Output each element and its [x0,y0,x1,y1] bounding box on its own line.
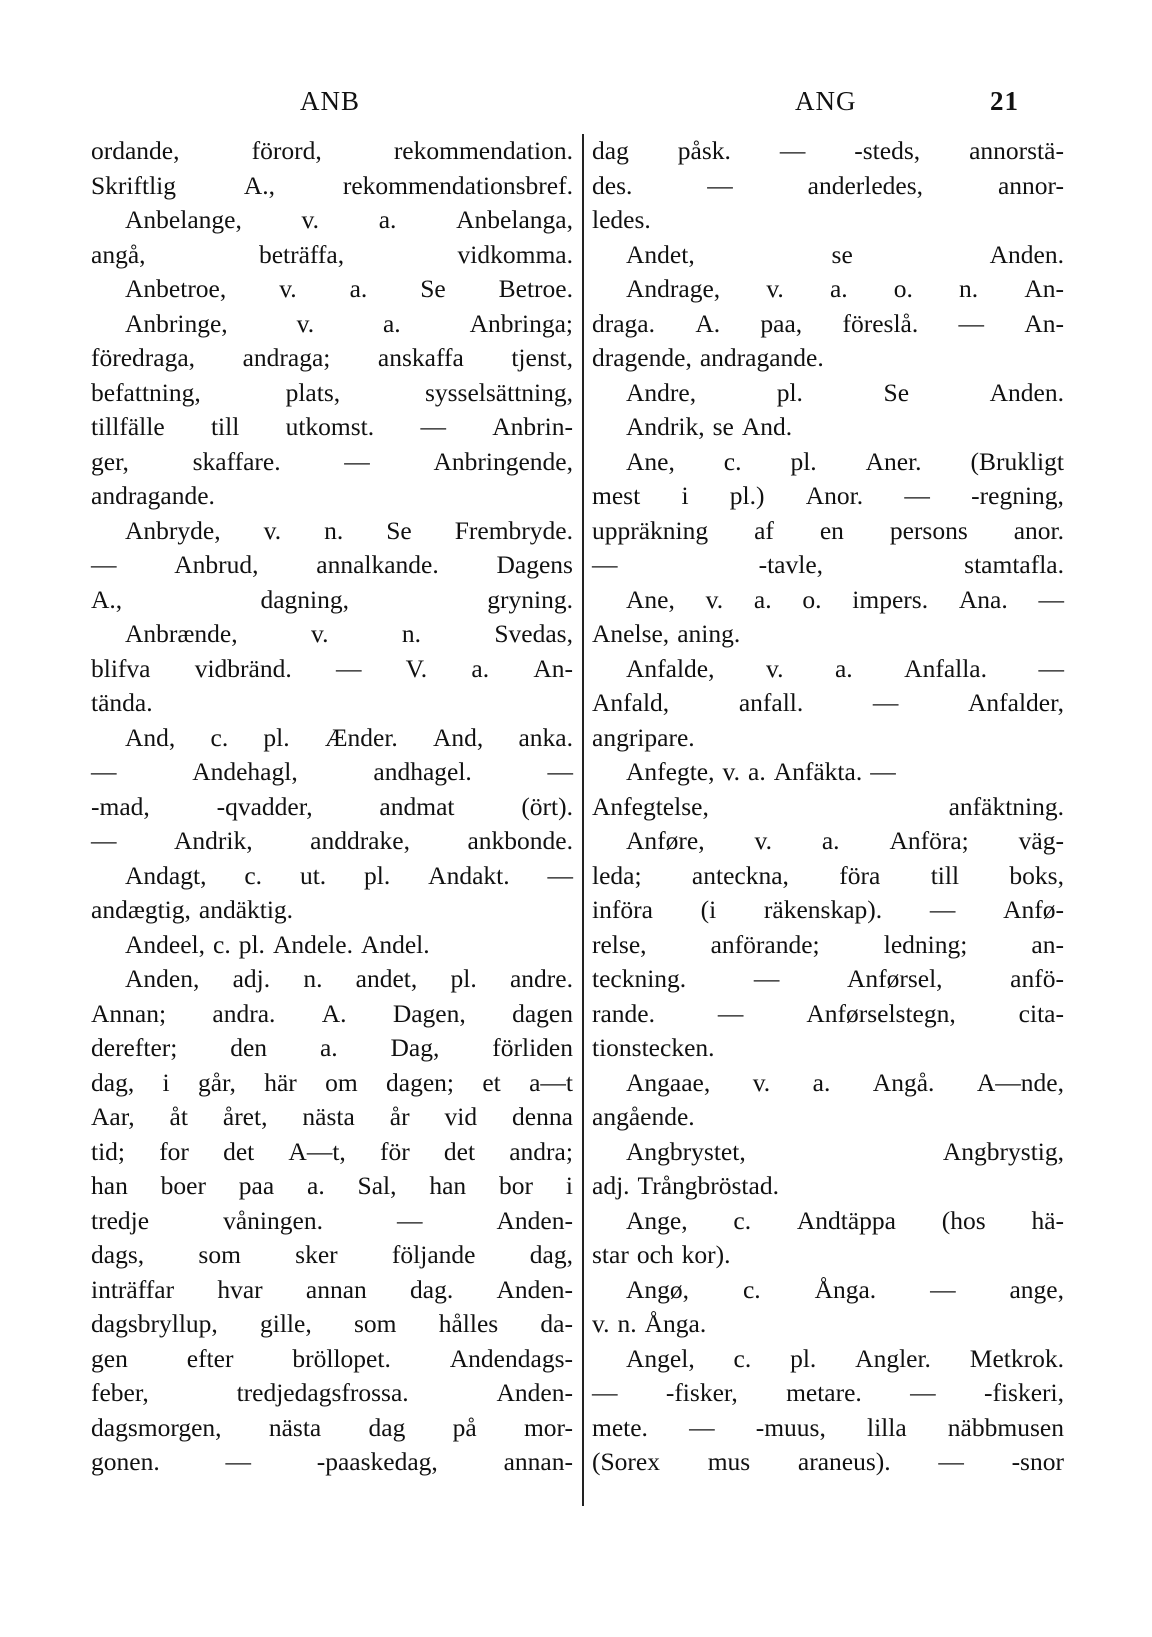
text-line: A., dagning, gryning. [91,584,573,614]
text-line: Andrage, v. a. o. n. An- [626,274,1064,303]
text-line: Skriftlig A., rekommendationsbref. [91,170,573,200]
text-line: Anelse, aning. [592,619,741,648]
text-line: befattning, plats, sysselsättning, [91,377,573,407]
left-column [91,134,573,1480]
text-line: tionstecken. [592,1033,715,1062]
text-line: relse, anförande; ledning; an- [592,929,1064,959]
text-line: (Sorex mus araneus). — -snor [592,1447,1064,1476]
text-line: tredje våningen. — Anden- [91,1205,573,1235]
text-line: feber, tredjedagsfrossa. Anden- [91,1378,573,1407]
text-line: dagsbryllup, gille, som hålles da- [91,1309,573,1338]
text-line: tända. [91,688,153,717]
text-line: Anfegte, v. a. Anfäkta. — [626,757,896,786]
text-line: -mad, -qvadder, andmat (ört). [91,791,573,821]
text-line: Anfald, anfall. — Anfalder, [592,688,1064,717]
text-line: gen efter bröllopet. Andendags- [91,1343,573,1373]
text-line: — -tavle, stamtafla. [592,550,1064,579]
text-line: Anføre, v. a. Anföra; väg- [626,826,1064,855]
text-line: mest i pl.) Anor. — -regning, [592,481,1064,510]
text-line: Angaae, v. a. Angå. A—nde, [626,1067,1064,1097]
text-line: Aar, åt året, nästa år vid denna [91,1102,573,1131]
right-column [592,134,1064,1480]
text-line: Anfalde, v. a. Anfalla. — [626,653,1064,683]
text-line: Angbrystet, Angbrystig, [626,1136,1064,1166]
text-line: angripare. [592,722,695,752]
text-line: Anfegtelse, anfäktning. [592,791,1064,821]
text-line: införa (i räkenskap). — Anfø- [592,895,1064,924]
text-line: han boer paa a. Sal, han bor i [91,1171,573,1200]
text-line: Anbringe, v. a. Anbringa; [125,308,573,338]
text-line: ledes. [592,205,651,234]
text-line: Andrik, se And. [626,412,793,441]
text-line: Andagt, c. ut. pl. Andakt. — [125,860,573,890]
text-line: dagsmorgen, nästa dag på mor- [91,1412,573,1442]
text-line: Andre, pl. Se Anden. [626,377,1064,407]
text-line: dags, som sker följande dag, [91,1240,573,1269]
header-right-guideword: ANG [795,86,857,116]
text-line: — Andehagl, andhagel. — [91,757,573,786]
page-header [0,86,1152,126]
text-line: — Anbrud, annalkande. Dagens [91,550,573,579]
text-line: draga. A. paa, föreslå. — An- [592,308,1064,338]
text-line: Ane, v. a. o. impers. Ana. — [626,584,1064,614]
text-line: And, c. pl. Ænder. And, anka. [125,722,573,752]
text-line: inträffar hvar annan dag. Anden- [91,1274,573,1304]
text-line: ordande, förord, rekommendation. [91,136,573,165]
text-line: Angel, c. pl. Angler. Metkrok. [626,1343,1064,1373]
text-line: Andeel, c. pl. Andele. Andel. [125,929,430,959]
text-line: uppräkning af en persons anor. [592,515,1064,545]
text-line: adj. Trångbröstad. [592,1171,779,1200]
text-line: dragende, andragande. [592,343,824,372]
text-line: angå, beträffa, vidkomma. [91,239,573,269]
text-line: dag påsk. — -steds, annorstä- [592,136,1064,165]
text-line: föredraga, andraga; anskaffa tjenst, [91,343,573,372]
text-line: andægtig, andäktig. [91,895,294,924]
text-line: Anbrænde, v. n. Svedas, [125,619,573,648]
text-line: blifva vidbränd. — V. a. An- [91,653,573,683]
text-line: v. n. Ånga. [592,1309,707,1338]
text-line: teckning. — Anførsel, anfö- [592,964,1064,993]
page-number: 21 [990,86,1019,116]
text-line: gonen. — -paaskedag, annan- [91,1447,573,1476]
text-line: dag, i går, här om dagen; et a—t [91,1067,573,1097]
text-line: ger, skaffare. — Anbringende, [91,446,573,476]
text-line: tid; for det A—t, för det andra; [91,1136,573,1166]
text-line: Andet, se Anden. [626,239,1064,269]
text-line: Ange, c. Andtäppa (hos hä- [626,1205,1064,1235]
text-line: angående. [592,1102,695,1131]
header-left-guideword: ANB [300,86,361,116]
text-line: tillfälle till utkomst. — Anbrin- [91,412,573,441]
text-line: derefter; den a. Dag, förliden [91,1033,573,1062]
text-line: leda; anteckna, föra till boks, [592,860,1064,890]
text-line: star och kor). [592,1240,731,1269]
text-line: des. — anderledes, annor- [592,170,1064,200]
text-line: Anbetroe, v. a. Se Betroe. [125,274,573,303]
text-line: — Andrik, anddrake, ankbonde. [91,826,573,855]
text-line: mete. — -muus, lilla näbbmusen [592,1412,1064,1442]
text-line: Ane, c. pl. Aner. (Brukligt [626,446,1064,476]
text-line: rande. — Anførselstegn, cita- [592,998,1064,1028]
text-line: Anbryde, v. n. Se Frembryde. [125,515,573,545]
text-line: — -fisker, metare. — -fiskeri, [592,1378,1064,1407]
text-line: Annan; andra. A. Dagen, dagen [91,998,573,1028]
text-line: Anden, adj. n. andet, pl. andre. [125,964,573,993]
text-line: Anbelange, v. a. Anbelanga, [125,205,573,234]
column-divider [582,134,584,1506]
text-line: Angø, c. Ånga. — ange, [626,1274,1064,1304]
text-line: andragande. [91,481,215,510]
